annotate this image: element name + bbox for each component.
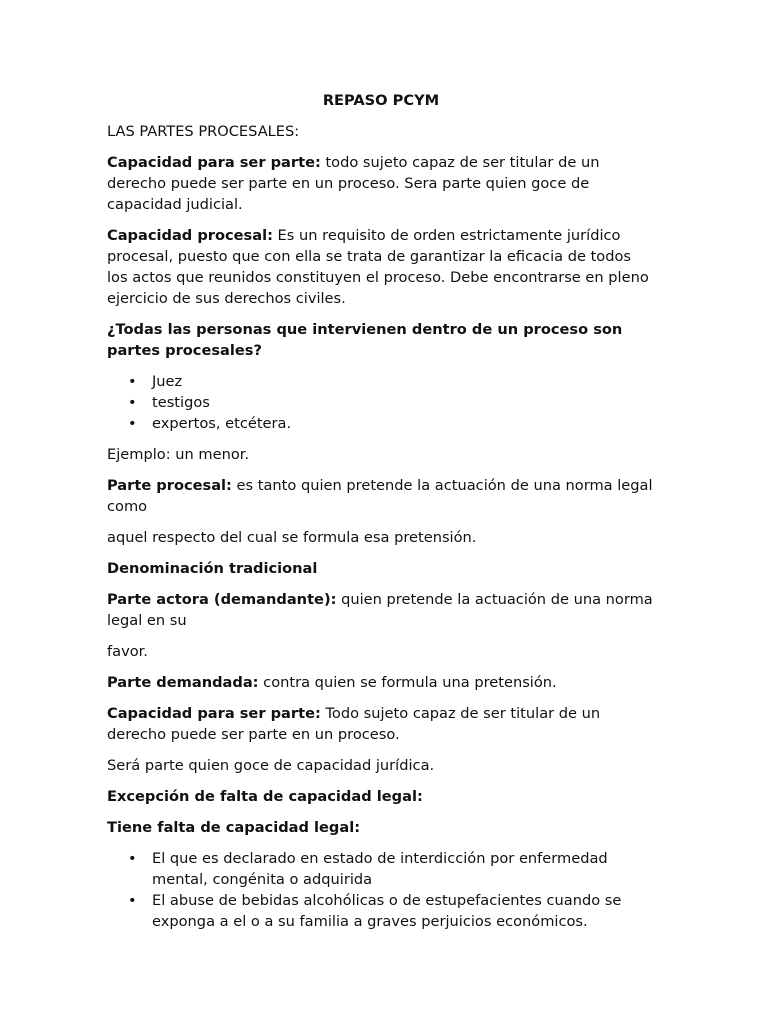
- definition-capacidad-procesal: Es un requisito de orden estrictamente jurídico procesal, puesto que con ella se trata de garantizar la eficacia de todos los actos que reunidos constituyen el proceso. Debe encontrarse en pleno ejercicio de sus derechos civiles.: [107, 227, 649, 307]
- example-text: Ejemplo: un menor.: [107, 446, 250, 463]
- list-item: • Juez: [152, 371, 655, 392]
- definition-parte-actora: quien pretende la actuación de una norma legal en su: [107, 591, 653, 629]
- subheading-excepcion: [107, 786, 655, 807]
- list-item: • El que es declarado en estado de interdicción por enfermedad mental, congénita o adquirida: [152, 848, 655, 890]
- paragraph-parte-procesal-cont: aquel respecto del cual se formula esa pretensión.: [107, 529, 477, 546]
- term-parte-procesal: Parte procesal:: [107, 477, 232, 494]
- question-list: [107, 371, 655, 434]
- tiene-falta-text: Tiene falta de capacidad legal:: [107, 819, 361, 836]
- term-parte-demandada: Parte demandada:: [107, 674, 259, 691]
- subheading-tiene-falta: [107, 817, 655, 838]
- denominacion-text: Denominación tradicional: [107, 560, 318, 577]
- definition-parte-demandada: contra quien se formula una pretensión.: [258, 674, 557, 691]
- subheading-denominacion: [107, 558, 655, 579]
- paragraph-parte-actora-cont: favor.: [107, 643, 148, 660]
- list-item: • expertos, etcétera.: [152, 413, 655, 434]
- question-heading: [107, 319, 655, 361]
- term-capacidad-procesal: Capacidad procesal:: [107, 227, 273, 244]
- definition-parte-procesal: es tanto quien pretende la actuación de una norma legal como: [107, 477, 653, 515]
- list-item: • El abuse de bebidas alcohólicas o de estupefacientes cuando se exponga a el o a su familia a graves perjuicios económicos.: [152, 890, 655, 932]
- definition-capacidad-ser-parte: todo sujeto capaz de ser titular de un derecho puede ser parte en un proceso. Sera parte quien goce de capacidad judicial.: [107, 154, 600, 213]
- paragraph-parte-actora: [107, 589, 655, 631]
- term-capacidad-ser-parte: Capacidad para ser parte:: [107, 154, 321, 171]
- falta-list: [107, 848, 655, 932]
- definition-capacidad-ser-parte-2: Todo sujeto capaz de ser titular de un derecho puede ser parte en un proceso.: [107, 705, 601, 743]
- paragraph-capacidad-ser-parte: [107, 152, 655, 215]
- question-text: ¿Todas las personas que intervienen dentro de un proceso son partes procesales?: [107, 321, 623, 359]
- paragraph-capacidad-procesal: [107, 225, 655, 309]
- paragraph-parte-procesal: [107, 475, 655, 517]
- excepcion-text: Excepción de falta de capacidad legal:: [107, 788, 423, 805]
- term-capacidad-ser-parte-2: Capacidad para ser parte:: [107, 705, 321, 722]
- section-heading: LAS PARTES PROCESALES:: [107, 123, 300, 140]
- term-parte-actora: Parte actora (demandante):: [107, 591, 337, 608]
- list-item: • testigos: [152, 392, 655, 413]
- paragraph-parte-demandada: [107, 672, 655, 693]
- document-title: REPASO PCYM: [322, 92, 440, 109]
- document-page: [107, 90, 655, 942]
- paragraph-capacidad-ser-parte-2-cont: Será parte quien goce de capacidad jurídica.: [107, 757, 435, 774]
- paragraph-capacidad-ser-parte-2: [107, 703, 655, 745]
